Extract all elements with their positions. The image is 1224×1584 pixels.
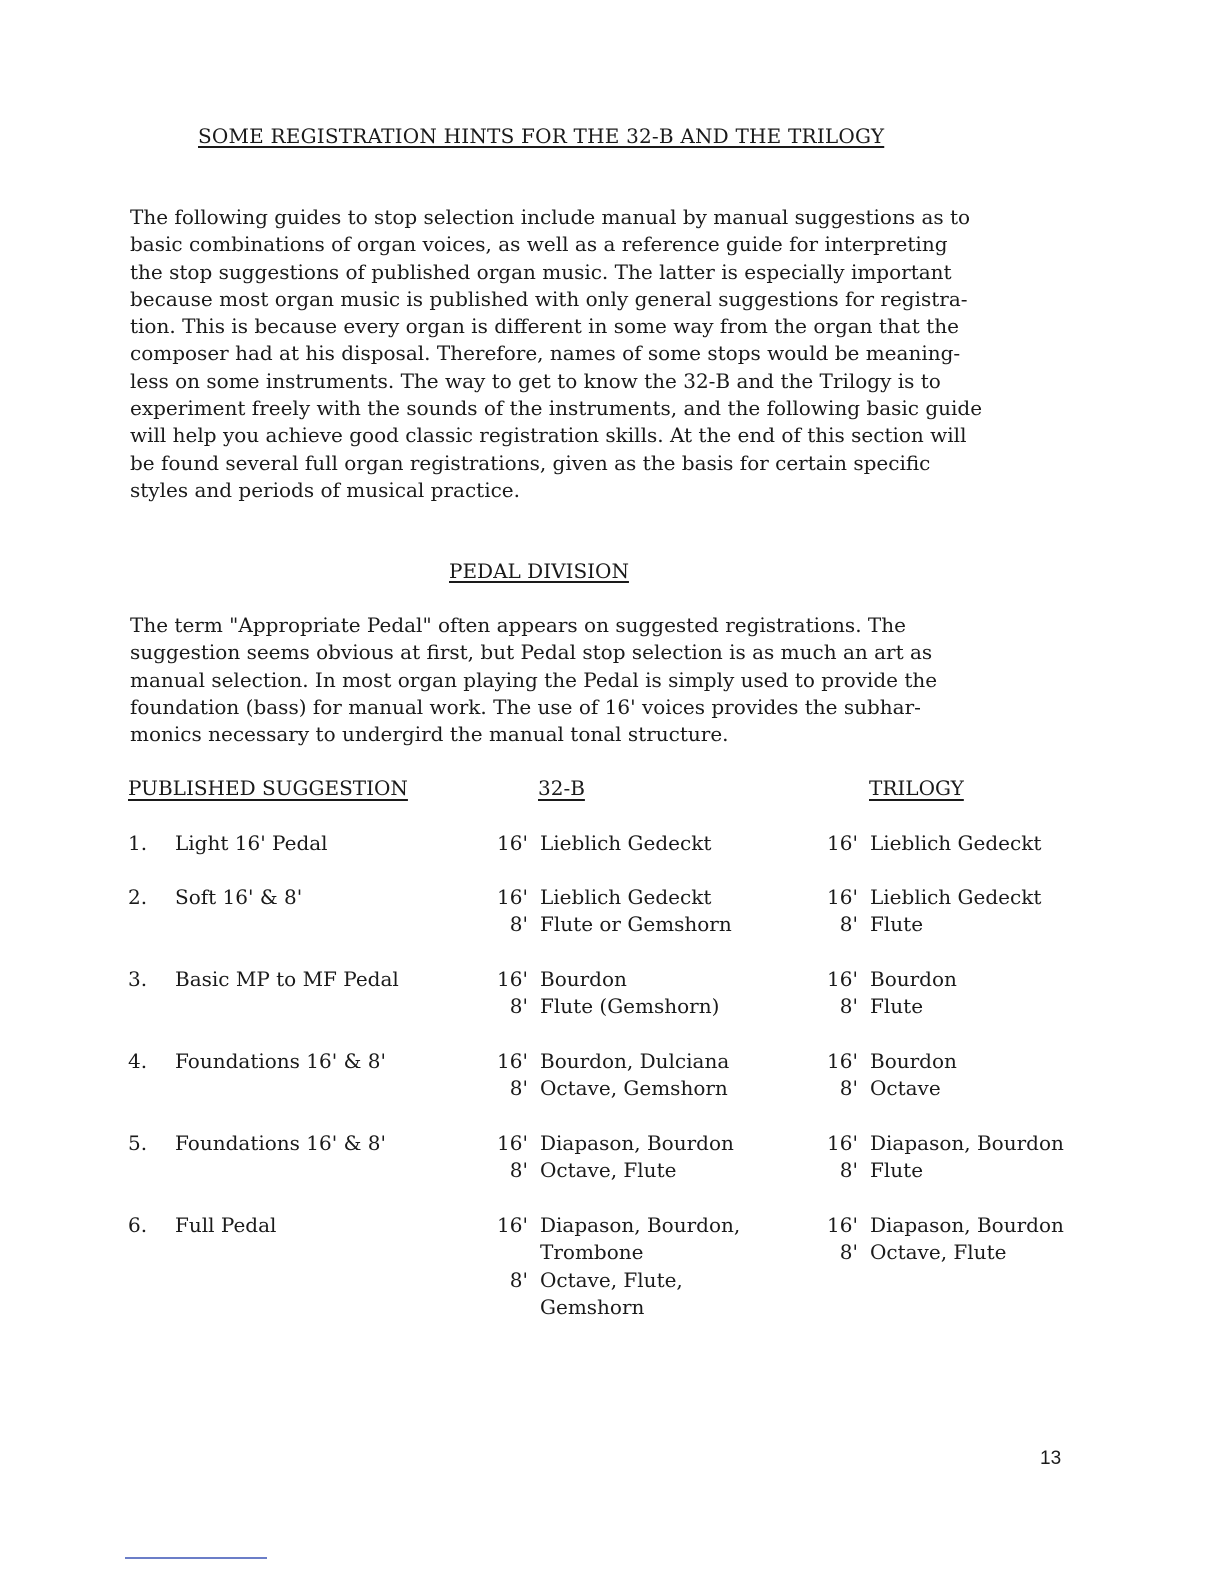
trilogy-size: 8' bbox=[839, 912, 858, 937]
trilogy-stop: Lieblich Gedeckt bbox=[870, 885, 1042, 909]
pedal-line: monics necessary to undergird the manual tonal structure. bbox=[130, 722, 729, 747]
b32-size: 16' bbox=[497, 885, 528, 909]
published-suggestion: Light 16' Pedal bbox=[175, 831, 328, 855]
intro-line: composer had at his disposal. Therefore, names of some stops would be meaning- bbox=[130, 341, 961, 366]
published-suggestion: Soft 16' & 8' bbox=[175, 885, 303, 909]
b32-size: 16' bbox=[497, 1131, 528, 1155]
intro-line: because most organ music is published with only general suggestions for registra- bbox=[130, 286, 968, 311]
trilogy-stop: Bourdon bbox=[870, 967, 957, 991]
row-number: 1. bbox=[128, 831, 148, 855]
column-header-published-suggestion: PUBLISHED SUGGESTION bbox=[128, 776, 408, 800]
section-heading-pedal-division: PEDAL DIVISION bbox=[449, 559, 629, 583]
b32-size: 16' bbox=[497, 1213, 528, 1237]
published-suggestion: Foundations 16' & 8' bbox=[175, 1049, 386, 1073]
intro-line: experiment freely with the sounds of the instruments, and the following basic guide bbox=[130, 396, 983, 421]
trilogy-size: 8' bbox=[839, 994, 858, 1019]
row-number: 2. bbox=[128, 885, 148, 909]
column-header-32b: 32-B bbox=[538, 776, 585, 800]
trilogy-size: 8' bbox=[839, 1240, 858, 1265]
intro-line: the stop suggestions of published organ music. The latter is especially important bbox=[130, 259, 952, 284]
intro-line: basic combinations of organ voices, as well as a reference guide for interpreting bbox=[130, 232, 948, 257]
b32-stop: Gemshorn bbox=[540, 1294, 645, 1319]
b32-size: 8' bbox=[509, 1158, 528, 1183]
bottom-rule bbox=[125, 1557, 267, 1559]
trilogy-size: 16' bbox=[827, 885, 858, 909]
pedal-paragraph bbox=[130, 612, 937, 748]
row-number: 5. bbox=[128, 1131, 148, 1155]
trilogy-size: 16' bbox=[827, 967, 858, 991]
trilogy-size: 16' bbox=[827, 831, 858, 855]
b32-stop: Bourdon bbox=[540, 967, 627, 991]
b32-stop: Flute or Gemshorn bbox=[540, 912, 732, 937]
trilogy-stop: Diapason, Bourdon bbox=[870, 1213, 1064, 1237]
trilogy-stop: Flute bbox=[870, 994, 924, 1019]
page-number: 13 bbox=[1040, 1448, 1062, 1469]
page-heading: SOME REGISTRATION HINTS FOR THE 32-B AND THE TRILOGY bbox=[198, 124, 885, 148]
trilogy-stop: Octave, Flute bbox=[870, 1240, 1007, 1265]
trilogy-stop: Diapason, Bourdon bbox=[870, 1131, 1064, 1155]
trilogy-size: 16' bbox=[827, 1213, 858, 1237]
b32-stop: Diapason, Bourdon, bbox=[540, 1213, 741, 1237]
trilogy-stop: Octave bbox=[870, 1076, 941, 1101]
pedal-line: The term "Appropriate Pedal" often appears on suggested registrations. The bbox=[130, 613, 906, 637]
trilogy-stop: Bourdon bbox=[870, 1049, 957, 1073]
b32-stop: Bourdon, Dulciana bbox=[540, 1049, 730, 1073]
b32-stop: Octave, Flute, bbox=[540, 1267, 683, 1292]
intro-line: will help you achieve good classic registration skills. At the end of this section will bbox=[130, 423, 967, 448]
trilogy-stop: Lieblich Gedeckt bbox=[870, 831, 1042, 855]
b32-stop: Lieblich Gedeckt bbox=[540, 831, 712, 855]
pedal-line: suggestion seems obvious at first, but Pedal stop selection is as much an art as bbox=[130, 640, 933, 665]
b32-stop: Octave, Flute bbox=[540, 1158, 677, 1183]
pedal-line: foundation (bass) for manual work. The use of 16' voices provides the subhar- bbox=[130, 694, 921, 719]
column-header-trilogy: TRILOGY bbox=[869, 776, 964, 800]
trilogy-size: 8' bbox=[839, 1158, 858, 1183]
b32-stop: Flute (Gemshorn) bbox=[540, 994, 720, 1019]
published-suggestion: Basic MP to MF Pedal bbox=[175, 967, 399, 991]
trilogy-size: 16' bbox=[827, 1049, 858, 1073]
intro-line: less on some instruments. The way to get to know the 32-B and the Trilogy is to bbox=[130, 368, 941, 393]
intro-line: tion. This is because every organ is different in some way from the organ that the bbox=[130, 314, 959, 339]
row-number: 3. bbox=[128, 967, 148, 991]
b32-size: 8' bbox=[509, 912, 528, 937]
intro-paragraph bbox=[130, 204, 1060, 504]
trilogy-size: 8' bbox=[839, 1076, 858, 1101]
trilogy-stop: Flute bbox=[870, 1158, 924, 1183]
intro-line: styles and periods of musical practice. bbox=[130, 477, 520, 502]
intro-line: be found several full organ registrations, given as the basis for certain specific bbox=[130, 450, 931, 475]
b32-stop: Octave, Gemshorn bbox=[540, 1076, 728, 1101]
trilogy-size: 16' bbox=[827, 1131, 858, 1155]
b32-size: 16' bbox=[497, 967, 528, 991]
published-suggestion: Full Pedal bbox=[175, 1213, 277, 1237]
intro-line: The following guides to stop selection include manual by manual suggestions as to bbox=[130, 205, 971, 229]
trilogy-stop: Flute bbox=[870, 912, 924, 937]
row-number: 4. bbox=[128, 1049, 148, 1073]
b32-stop: Lieblich Gedeckt bbox=[540, 885, 712, 909]
published-suggestion: Foundations 16' & 8' bbox=[175, 1131, 386, 1155]
b32-size: 8' bbox=[509, 1076, 528, 1101]
b32-size: 16' bbox=[497, 1049, 528, 1073]
pedal-line: manual selection. In most organ playing the Pedal is simply used to provide the bbox=[130, 667, 938, 692]
b32-stop: Trombone bbox=[540, 1240, 644, 1265]
b32-size: 8' bbox=[509, 994, 528, 1019]
b32-size: 8' bbox=[509, 1267, 528, 1292]
b32-size: 16' bbox=[497, 831, 528, 855]
b32-stop: Diapason, Bourdon bbox=[540, 1131, 734, 1155]
row-number: 6. bbox=[128, 1213, 148, 1237]
